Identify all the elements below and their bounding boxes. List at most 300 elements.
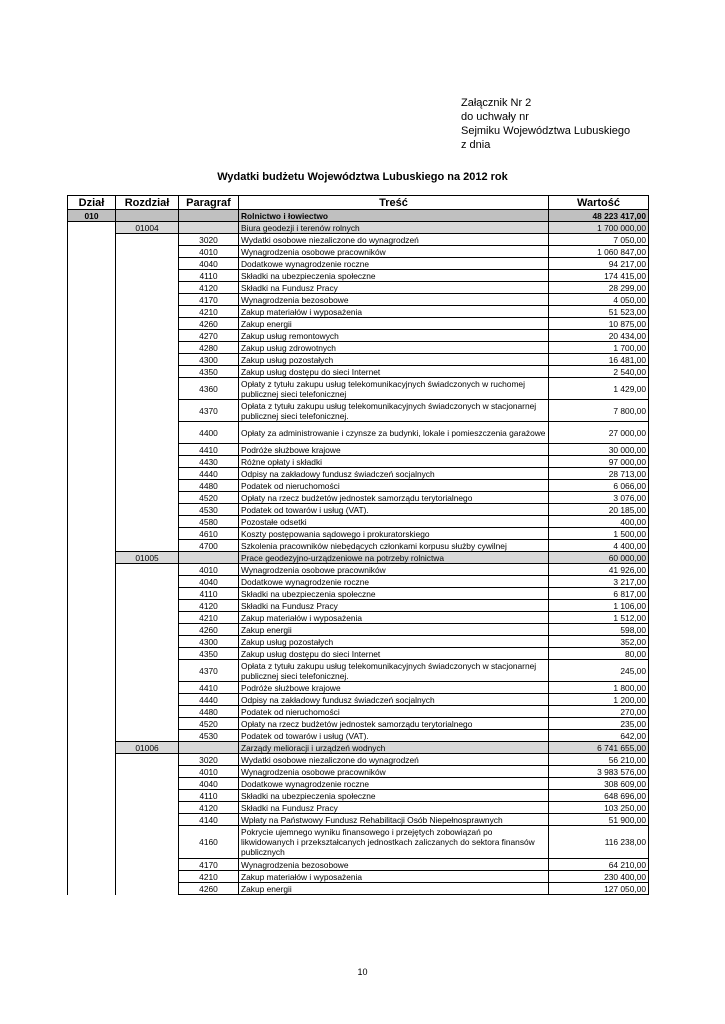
item-description: Zakup usług dostępu do sieci Internet	[239, 648, 549, 660]
item-value: 80,00	[549, 648, 649, 660]
table-row	[68, 718, 649, 730]
item-value: 56 210,00	[549, 754, 649, 766]
empty-cell	[116, 210, 179, 222]
empty-cell	[116, 282, 179, 294]
item-value: 64 210,00	[549, 859, 649, 871]
item-description: Zakup usług remontowych	[239, 330, 549, 342]
item-value: 174 415,00	[549, 270, 649, 282]
table-row	[68, 871, 649, 883]
empty-cell	[116, 778, 179, 790]
paragraf-code: 4300	[179, 636, 239, 648]
table-row	[68, 270, 649, 282]
table-row	[68, 354, 649, 366]
table-row	[68, 576, 649, 588]
dzial-value: 48 223 417,00	[549, 210, 649, 222]
empty-cell	[68, 871, 116, 883]
empty-cell	[68, 246, 116, 258]
rozdzial-code: 01006	[116, 742, 179, 754]
empty-cell	[68, 778, 116, 790]
table-row	[68, 468, 649, 480]
empty-cell	[68, 766, 116, 778]
table-row	[68, 624, 649, 636]
paragraf-code: 4010	[179, 246, 239, 258]
empty-cell	[116, 624, 179, 636]
paragraf-code: 4110	[179, 588, 239, 600]
empty-cell	[116, 883, 179, 895]
table-row	[68, 422, 649, 444]
empty-cell	[68, 636, 116, 648]
paragraf-code: 3020	[179, 234, 239, 246]
item-description: Dodatkowe wynagrodzenie roczne	[239, 258, 549, 270]
table-row	[68, 258, 649, 270]
empty-cell	[116, 660, 179, 682]
rozdzial-row	[68, 742, 649, 754]
table-row	[68, 342, 649, 354]
empty-cell	[68, 660, 116, 682]
item-description: Wynagrodzenia bezosobowe	[239, 859, 549, 871]
item-value: 103 250,00	[549, 802, 649, 814]
table-row	[68, 378, 649, 400]
empty-cell	[68, 444, 116, 456]
paragraf-code: 4280	[179, 342, 239, 354]
table-row	[68, 492, 649, 504]
empty-cell	[68, 282, 116, 294]
table-row	[68, 754, 649, 766]
rozdzial-row	[68, 222, 649, 234]
empty-cell	[116, 246, 179, 258]
item-description: Opłaty z tytułu zakupu usług telekomunikacyjnych świadczonych w ruchomej publicznej sieci telefonicznej	[239, 378, 549, 400]
item-description: Szkolenia pracowników niebędących członkami korpusu służby cywilnej	[239, 540, 549, 552]
empty-cell	[68, 814, 116, 826]
empty-cell	[116, 306, 179, 318]
rozdzial-code: 01005	[116, 552, 179, 564]
table-row	[68, 234, 649, 246]
paragraf-code: 4520	[179, 718, 239, 730]
item-value: 7 050,00	[549, 234, 649, 246]
empty-cell	[68, 422, 116, 444]
paragraf-code: 4260	[179, 624, 239, 636]
empty-cell	[68, 859, 116, 871]
empty-cell	[68, 564, 116, 576]
item-description: Wynagrodzenia osobowe pracowników	[239, 766, 549, 778]
empty-cell	[68, 492, 116, 504]
table-row	[68, 612, 649, 624]
paragraf-code: 4410	[179, 682, 239, 694]
item-description: Opłata z tytułu zakupu usług telekomunikacyjnych świadczonych w stacjonarnej publicznej sieci telefonicznej.	[239, 400, 549, 422]
empty-cell	[116, 258, 179, 270]
item-description: Podatek od nieruchomości	[239, 480, 549, 492]
table-row	[68, 730, 649, 742]
paragraf-code: 4120	[179, 282, 239, 294]
item-description: Zakup usług dostępu do sieci Internet	[239, 366, 549, 378]
item-value: 230 400,00	[549, 871, 649, 883]
empty-cell	[116, 706, 179, 718]
table-row	[68, 694, 649, 706]
empty-cell	[116, 730, 179, 742]
table-row	[68, 682, 649, 694]
item-value: 127 050,00	[549, 883, 649, 895]
annex-line: z dnia	[461, 139, 491, 151]
table-row	[68, 564, 649, 576]
item-value: 1 500,00	[549, 528, 649, 540]
paragraf-code: 4040	[179, 778, 239, 790]
item-description: Dodatkowe wynagrodzenie roczne	[239, 778, 549, 790]
empty-cell	[116, 456, 179, 468]
document-title: Wydatki budżetu Województwa Lubuskiego na 2012 rok	[217, 171, 508, 183]
item-description: Składki na ubezpieczenia społeczne	[239, 270, 549, 282]
page-number: 10	[357, 967, 368, 977]
empty-cell	[116, 871, 179, 883]
paragraf-code: 4210	[179, 612, 239, 624]
empty-cell	[68, 826, 116, 859]
empty-cell	[116, 378, 179, 400]
paragraf-code: 4370	[179, 660, 239, 682]
empty-cell	[116, 294, 179, 306]
empty-cell	[116, 682, 179, 694]
header-rozdzial: Rozdział	[116, 196, 179, 210]
empty-cell	[68, 742, 116, 754]
rozdzial-row	[68, 552, 649, 564]
item-value: 7 800,00	[549, 400, 649, 422]
item-description: Podatek od nieruchomości	[239, 706, 549, 718]
empty-cell	[116, 540, 179, 552]
empty-cell	[68, 694, 116, 706]
paragraf-code: 4480	[179, 706, 239, 718]
table-row	[68, 400, 649, 422]
paragraf-code: 4170	[179, 859, 239, 871]
rozdzial-value: 60 000,00	[549, 552, 649, 564]
item-description: Zakup usług pozostałych	[239, 636, 549, 648]
empty-cell	[68, 528, 116, 540]
annex-line: Sejmiku Województwa Lubuskiego	[461, 125, 631, 137]
table-row	[68, 859, 649, 871]
item-description: Składki na ubezpieczenia społeczne	[239, 588, 549, 600]
empty-cell	[116, 826, 179, 859]
empty-cell	[116, 492, 179, 504]
paragraf-code: 4160	[179, 826, 239, 859]
empty-cell	[116, 480, 179, 492]
item-value: 51 523,00	[549, 306, 649, 318]
empty-cell	[116, 636, 179, 648]
empty-cell	[68, 706, 116, 718]
paragraf-code: 4300	[179, 354, 239, 366]
table-row	[68, 826, 649, 859]
item-value: 3 076,00	[549, 492, 649, 504]
annex-line: do uchwały nr	[461, 111, 529, 123]
paragraf-code: 4360	[179, 378, 239, 400]
item-description: Podróże służbowe krajowe	[239, 444, 549, 456]
item-value: 4 050,00	[549, 294, 649, 306]
empty-cell	[116, 588, 179, 600]
item-description: Zakup energii	[239, 883, 549, 895]
paragraf-code: 4010	[179, 564, 239, 576]
item-description: Wynagrodzenia osobowe pracowników	[239, 246, 549, 258]
item-value: 598,00	[549, 624, 649, 636]
item-value: 1 429,00	[549, 378, 649, 400]
rozdzial-name: Zarządy melioracji i urządzeń wodnych	[239, 742, 549, 754]
empty-cell	[68, 718, 116, 730]
empty-cell	[68, 576, 116, 588]
item-value: 10 875,00	[549, 318, 649, 330]
item-value: 30 000,00	[549, 444, 649, 456]
paragraf-code: 4040	[179, 258, 239, 270]
item-description: Opłaty za administrowanie i czynsze za budynki, lokale i pomieszczenia garażowe	[239, 422, 549, 444]
item-description: Opłaty na rzecz budżetów jednostek samorządu terytorialnego	[239, 492, 549, 504]
item-description: Podróże służbowe krajowe	[239, 682, 549, 694]
empty-cell	[116, 504, 179, 516]
item-description: Różne opłaty i składki	[239, 456, 549, 468]
item-description: Opłata z tytułu zakupu usług telekomunikacyjnych świadczonych w stacjonarnej publicznej sieci telefonicznej.	[239, 660, 549, 682]
empty-cell	[68, 294, 116, 306]
header-paragraf: Paragraf	[179, 196, 239, 210]
item-description: Składki na Fundusz Pracy	[239, 600, 549, 612]
item-value: 16 481,00	[549, 354, 649, 366]
empty-cell	[116, 342, 179, 354]
table-row	[68, 516, 649, 528]
item-description: Wynagrodzenia osobowe pracowników	[239, 564, 549, 576]
paragraf-code: 4010	[179, 766, 239, 778]
empty-cell	[179, 742, 239, 754]
empty-cell	[116, 528, 179, 540]
item-description: Wydatki osobowe niezaliczone do wynagrodzeń	[239, 754, 549, 766]
item-value: 308 609,00	[549, 778, 649, 790]
empty-cell	[116, 422, 179, 444]
paragraf-code: 4370	[179, 400, 239, 422]
empty-cell	[68, 400, 116, 422]
dzial-row	[68, 210, 649, 222]
item-description: Zakup materiałów i wyposażenia	[239, 612, 549, 624]
paragraf-code: 4210	[179, 871, 239, 883]
table-row	[68, 306, 649, 318]
rozdzial-name: Biura geodezji i terenów rolnych	[239, 222, 549, 234]
empty-cell	[68, 600, 116, 612]
item-value: 6 066,00	[549, 480, 649, 492]
item-value: 94 217,00	[549, 258, 649, 270]
paragraf-code: 4530	[179, 730, 239, 742]
empty-cell	[68, 378, 116, 400]
paragraf-code: 4440	[179, 694, 239, 706]
paragraf-code: 4410	[179, 444, 239, 456]
empty-cell	[68, 790, 116, 802]
item-value: 41 926,00	[549, 564, 649, 576]
empty-cell	[116, 366, 179, 378]
item-description: Podatek od towarów i usług (VAT).	[239, 730, 549, 742]
paragraf-code: 4610	[179, 528, 239, 540]
empty-cell	[68, 306, 116, 318]
item-description: Pozostałe odsetki	[239, 516, 549, 528]
empty-cell	[116, 270, 179, 282]
item-description: Wynagrodzenia bezosobowe	[239, 294, 549, 306]
empty-cell	[68, 682, 116, 694]
paragraf-code: 4400	[179, 422, 239, 444]
empty-cell	[116, 648, 179, 660]
empty-cell	[68, 730, 116, 742]
paragraf-code: 4270	[179, 330, 239, 342]
paragraf-code: 4430	[179, 456, 239, 468]
paragraf-code: 4040	[179, 576, 239, 588]
budget-table	[67, 195, 649, 895]
item-description: Składki na Fundusz Pracy	[239, 282, 549, 294]
item-description: Zakup energii	[239, 318, 549, 330]
item-description: Zakup materiałów i wyposażenia	[239, 871, 549, 883]
table-header-row	[68, 196, 649, 210]
header-dzial: Dział	[68, 196, 116, 210]
table-row	[68, 660, 649, 682]
table-row	[68, 588, 649, 600]
item-value: 642,00	[549, 730, 649, 742]
empty-cell	[116, 600, 179, 612]
item-value: 20 185,00	[549, 504, 649, 516]
table-row	[68, 636, 649, 648]
paragraf-code: 4530	[179, 504, 239, 516]
table-row	[68, 814, 649, 826]
empty-cell	[68, 612, 116, 624]
item-description: Składki na Fundusz Pracy	[239, 802, 549, 814]
table-row	[68, 366, 649, 378]
item-description: Zakup usług pozostałych	[239, 354, 549, 366]
table-row	[68, 778, 649, 790]
item-value: 235,00	[549, 718, 649, 730]
item-value: 116 238,00	[549, 826, 649, 859]
item-value: 97 000,00	[549, 456, 649, 468]
empty-cell	[116, 754, 179, 766]
item-value: 28 299,00	[549, 282, 649, 294]
item-value: 3 983 576,00	[549, 766, 649, 778]
item-description: Dodatkowe wynagrodzenie roczne	[239, 576, 549, 588]
item-description: Pokrycie ujemnego wyniku finansowego i przejętych zobowiązań po likwidowanych i przekształcanych jednostkach zaliczanych do sektora finansów publicznych	[239, 826, 549, 859]
empty-cell	[68, 222, 116, 234]
table-row	[68, 540, 649, 552]
empty-cell	[116, 234, 179, 246]
paragraf-code: 4140	[179, 814, 239, 826]
empty-cell	[116, 612, 179, 624]
empty-cell	[116, 576, 179, 588]
rozdzial-name: Prace geodezyjno-urządzeniowe na potrzeby rolnictwa	[239, 552, 549, 564]
empty-cell	[68, 504, 116, 516]
empty-cell	[68, 366, 116, 378]
item-value: 6 817,00	[549, 588, 649, 600]
paragraf-code: 4260	[179, 318, 239, 330]
empty-cell	[116, 694, 179, 706]
paragraf-code: 4120	[179, 600, 239, 612]
paragraf-code: 4110	[179, 270, 239, 282]
item-value: 648 696,00	[549, 790, 649, 802]
empty-cell	[68, 754, 116, 766]
empty-cell	[116, 790, 179, 802]
empty-cell	[68, 552, 116, 564]
empty-cell	[116, 318, 179, 330]
table-row	[68, 766, 649, 778]
empty-cell	[68, 354, 116, 366]
table-row	[68, 318, 649, 330]
paragraf-code: 4170	[179, 294, 239, 306]
table-row	[68, 706, 649, 718]
table-row	[68, 504, 649, 516]
paragraf-code: 4260	[179, 883, 239, 895]
table-row	[68, 456, 649, 468]
annex-line: Załącznik Nr 2	[461, 97, 532, 109]
empty-cell	[68, 330, 116, 342]
empty-cell	[116, 516, 179, 528]
table-row	[68, 282, 649, 294]
item-description: Składki na ubezpieczenia społeczne	[239, 790, 549, 802]
item-value: 28 713,00	[549, 468, 649, 480]
paragraf-code: 4110	[179, 790, 239, 802]
empty-cell	[116, 802, 179, 814]
dzial-code: 010	[68, 210, 116, 222]
item-value: 27 000,00	[549, 422, 649, 444]
empty-cell	[116, 564, 179, 576]
empty-cell	[116, 814, 179, 826]
item-description: Zakup energii	[239, 624, 549, 636]
empty-cell	[116, 468, 179, 480]
empty-cell	[179, 552, 239, 564]
empty-cell	[68, 456, 116, 468]
empty-cell	[116, 859, 179, 871]
paragraf-code: 4520	[179, 492, 239, 504]
empty-cell	[68, 234, 116, 246]
header-tresc: Treść	[239, 196, 549, 210]
empty-cell	[68, 270, 116, 282]
table-row	[68, 802, 649, 814]
table-row	[68, 790, 649, 802]
paragraf-code: 4350	[179, 366, 239, 378]
table-row	[68, 330, 649, 342]
table-row	[68, 883, 649, 895]
table-row	[68, 246, 649, 258]
empty-cell	[68, 516, 116, 528]
empty-cell	[116, 766, 179, 778]
item-value: 1 800,00	[549, 682, 649, 694]
item-value: 1 512,00	[549, 612, 649, 624]
empty-cell	[68, 468, 116, 480]
empty-cell	[68, 540, 116, 552]
item-value: 352,00	[549, 636, 649, 648]
item-value: 1 700,00	[549, 342, 649, 354]
empty-cell	[179, 222, 239, 234]
rozdzial-value: 1 700 000,00	[549, 222, 649, 234]
header-wartosc: Wartość	[549, 196, 649, 210]
empty-cell	[116, 718, 179, 730]
table-row	[68, 294, 649, 306]
paragraf-code: 4350	[179, 648, 239, 660]
item-description: Zakup materiałów i wyposażenia	[239, 306, 549, 318]
item-value: 4 400,00	[549, 540, 649, 552]
empty-cell	[116, 400, 179, 422]
empty-cell	[68, 624, 116, 636]
paragraf-code: 4210	[179, 306, 239, 318]
paragraf-code: 4580	[179, 516, 239, 528]
item-description: Wydatki osobowe niezaliczone do wynagrodzeń	[239, 234, 549, 246]
item-description: Koszty postępowania sądowego i prokuratorskiego	[239, 528, 549, 540]
item-description: Opłaty na rzecz budżetów jednostek samorządu terytorialnego	[239, 718, 549, 730]
item-value: 1 200,00	[549, 694, 649, 706]
empty-cell	[68, 802, 116, 814]
item-description: Wpłaty na Państwowy Fundusz Rehabilitacji Osób Niepełnosprawnych	[239, 814, 549, 826]
empty-cell	[116, 330, 179, 342]
empty-cell	[68, 883, 116, 895]
table-row	[68, 528, 649, 540]
item-value: 20 434,00	[549, 330, 649, 342]
item-description: Odpisy na zakładowy fundusz świadczeń socjalnych	[239, 694, 549, 706]
empty-cell	[68, 480, 116, 492]
empty-cell	[68, 588, 116, 600]
table-row	[68, 648, 649, 660]
empty-cell	[68, 258, 116, 270]
item-value: 51 900,00	[549, 814, 649, 826]
item-description: Odpisy na zakładowy fundusz świadczeń socjalnych	[239, 468, 549, 480]
empty-cell	[179, 210, 239, 222]
